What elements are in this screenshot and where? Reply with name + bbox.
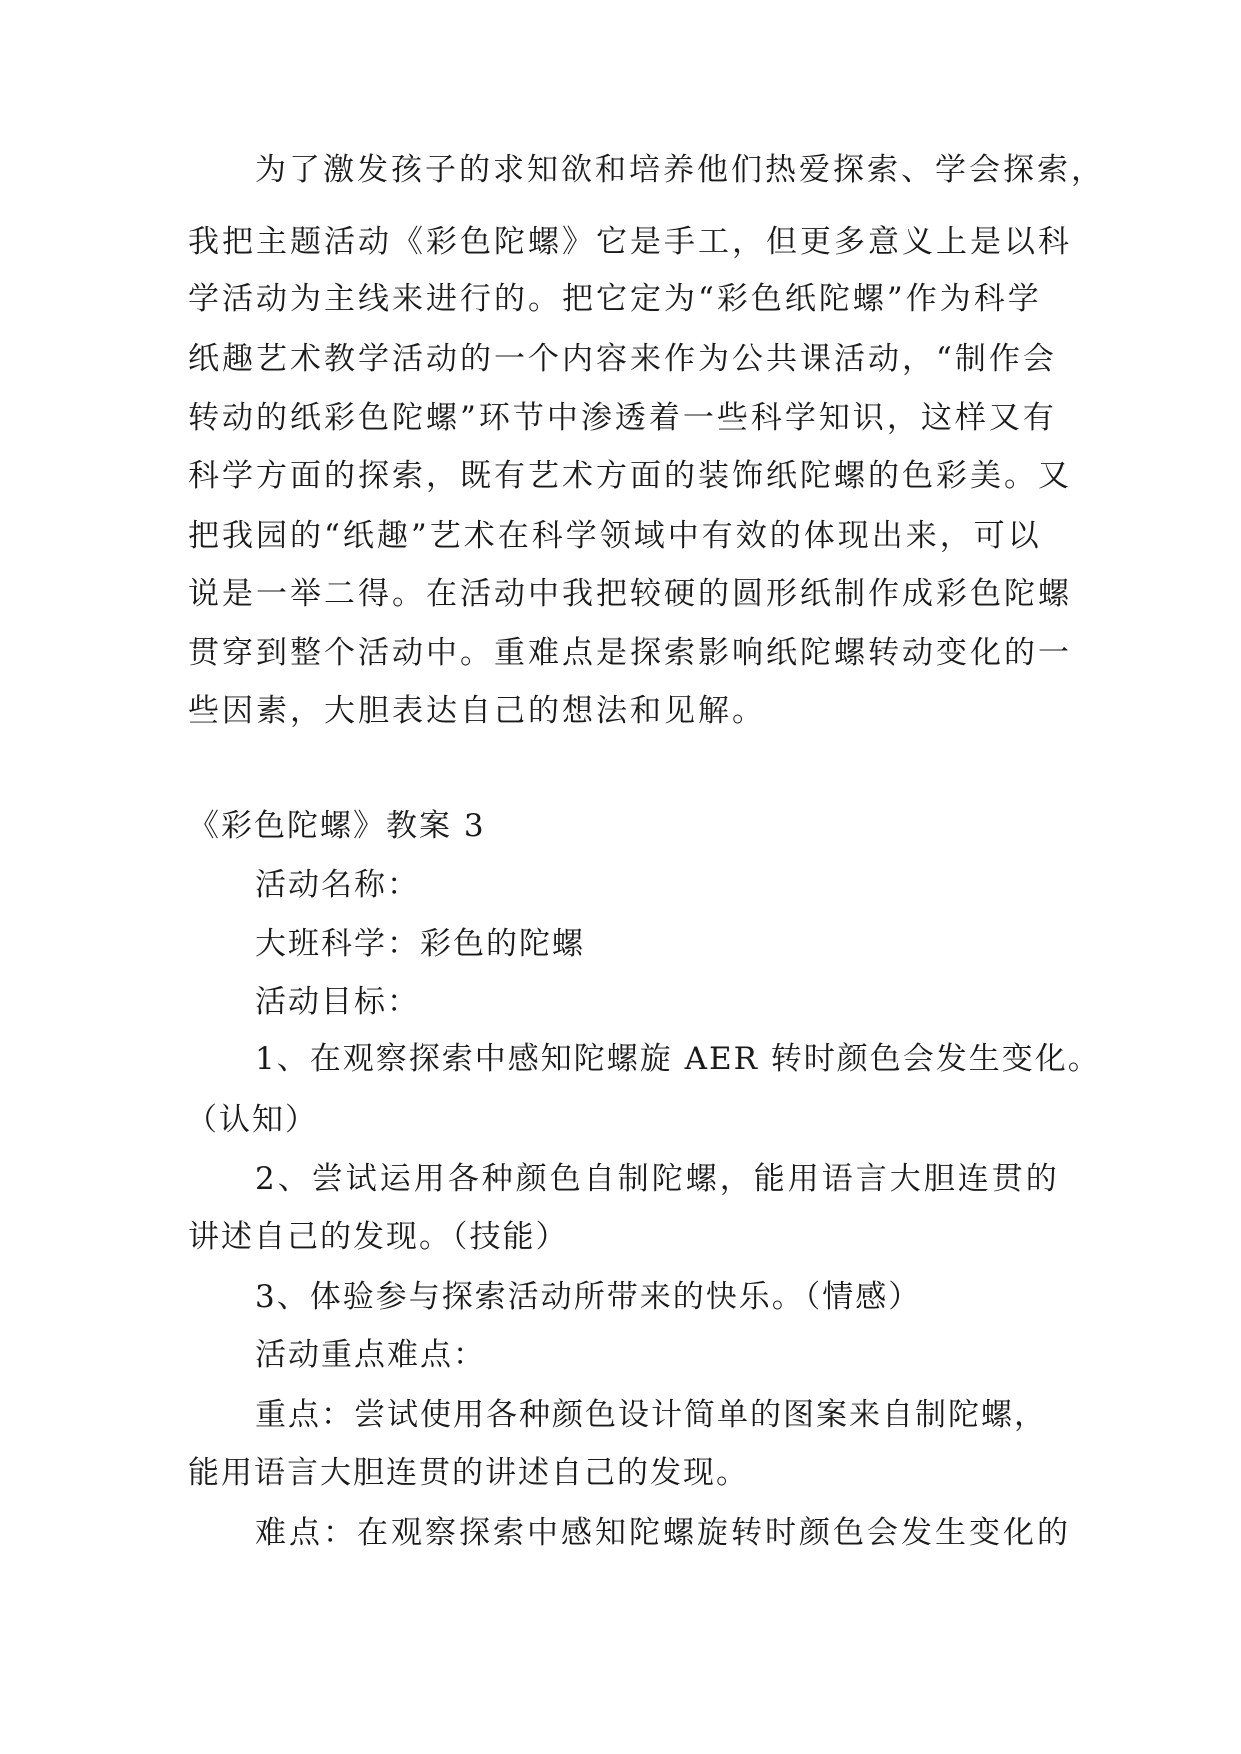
- key-points-label: 活动重点难点：: [255, 1337, 486, 1373]
- paragraph-line: 转动的纸彩色陀螺”环节中渗透着一些科学知识，这样又有: [188, 400, 1057, 436]
- paragraph-line: 说是一举二得。在活动中我把较硬的圆形纸制作成彩色陀螺: [188, 576, 1072, 612]
- paragraph-line: 学活动为主线来进行的。把它定为“彩色纸陀螺”作为科学: [188, 281, 1042, 317]
- goal-2-line-2: 讲述自己的发现。（技能）: [188, 1219, 569, 1255]
- paragraph-line: 把我园的“纸趣”艺术在科学领域中有效的体现出来，可以: [188, 518, 1042, 554]
- goals-label: 活动目标：: [255, 984, 420, 1020]
- activity-name-label: 活动名称：: [255, 867, 420, 903]
- difficulty-line-1: 难点：在观察探索中感知陀螺旋转时颜色会发生变化的: [255, 1515, 1071, 1551]
- paragraph-line: 科学方面的探索，既有艺术方面的装饰纸陀螺的色彩美。又: [188, 458, 1072, 494]
- section-title: 《彩色陀螺》教案 3: [188, 808, 486, 844]
- key-point-line-1: 重点：尝试使用各种颜色设计简单的图案来自制陀螺，: [255, 1397, 1047, 1433]
- key-point-line-2: 能用语言大胆连贯的讲述自己的发现。: [188, 1455, 749, 1491]
- paragraph-line: 为了激发孩子的求知欲和培养他们热爱探索、学会探索，: [255, 152, 1105, 188]
- paragraph-line: 我把主题活动《彩色陀螺》它是手工，但更多意义上是以科: [188, 224, 1072, 260]
- paragraph-line: 贯穿到整个活动中。重难点是探索影响纸陀螺转动变化的一: [188, 635, 1072, 671]
- goal-3: 3、体验参与探索活动所带来的快乐。（情感）: [255, 1279, 922, 1315]
- goal-1-line-1: 1、在观察探索中感知陀螺旋 AER 转时颜色会发生变化。: [255, 1041, 1101, 1077]
- activity-name: 大班科学：彩色的陀螺: [255, 926, 585, 962]
- goal-1-line-2: （认知）: [186, 1102, 318, 1138]
- paragraph-line: 纸趣艺术教学活动的一个内容来作为公共课活动，“制作会: [188, 341, 1057, 377]
- paragraph-line: 些因素，大胆表达自己的想法和见解。: [188, 693, 766, 729]
- goal-2-line-1: 2、尝试运用各种颜色自制陀螺，能用语言大胆连贯的: [255, 1161, 1060, 1197]
